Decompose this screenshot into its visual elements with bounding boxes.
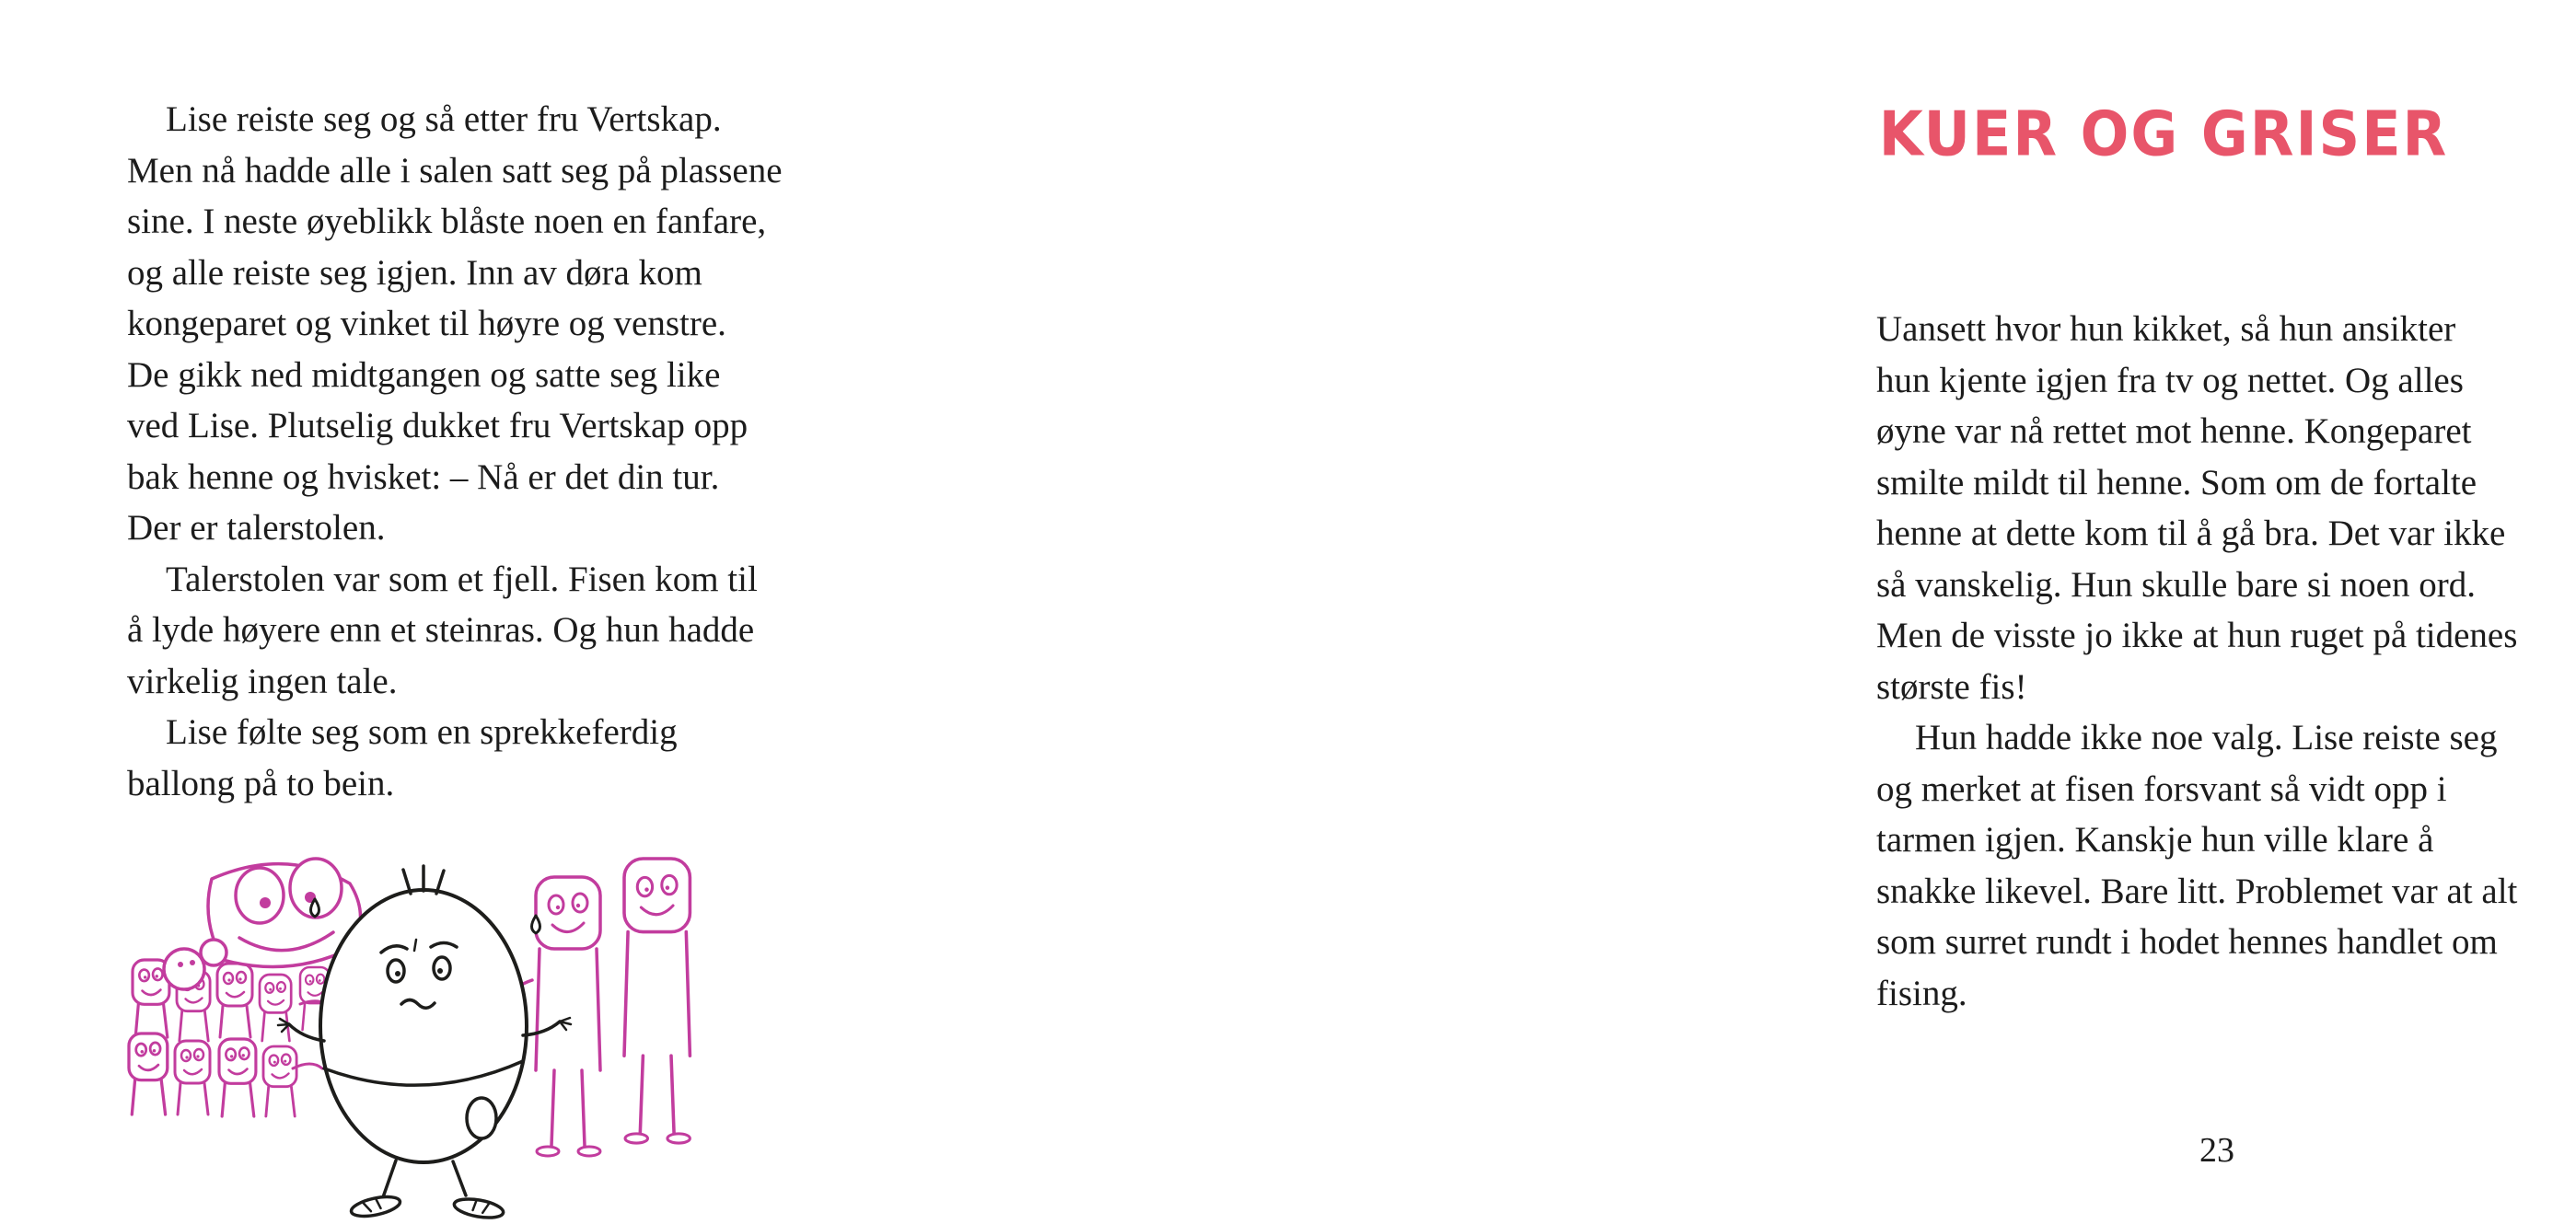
text-line: hun kjente igjen fra tv og nettet. Og alles: [1876, 360, 2464, 400]
text-line: ballong på to bein.: [127, 763, 395, 803]
left-page: [0, 0, 884, 1224]
text-line: øyne var nå rettet mot henne. Kongeparet: [1876, 411, 2472, 451]
text-line: Der er talerstolen.: [127, 508, 386, 548]
text-line: så vanskelig. Hun skulle bare si noen ord.: [1876, 564, 2476, 605]
text-line: Lise følte seg som en sprekkeferdig: [166, 712, 678, 752]
text-line: fising.: [1876, 973, 1967, 1013]
text-line: som surret rundt i hodet hennes handlet om: [1876, 922, 2498, 962]
chapter-title: KUER OG GRISER: [1878, 98, 2449, 170]
text-line: virkelig ingen tale.: [127, 661, 398, 701]
text-line: Lise reiste seg og så etter fru Vertskap.: [166, 99, 722, 139]
text-line: Talerstolen var som et fjell. Fisen kom til: [166, 559, 758, 599]
text-line: bak henne og hvisket: – Nå er det din tur.: [127, 456, 720, 497]
text-line: smilte mildt til henne. Som om de fortalte: [1876, 462, 2477, 502]
text-line: De gikk ned midtgangen og satte seg like: [127, 354, 721, 395]
text-line: Hun hadde ikke noe valg. Lise reiste seg: [1915, 718, 2498, 757]
page-number: 23: [2199, 1131, 2234, 1170]
text-line: henne at dette kom til å gå bra. Det var ikke: [1876, 514, 2506, 553]
text-line: og alle reiste seg igjen. Inn av døra kom: [127, 252, 702, 293]
text-line: tarmen igjen. Kanskje hun ville klare å: [1876, 820, 2434, 860]
text-line: å lyde høyere enn et steinras. Og hun hadde: [127, 610, 755, 650]
text-line: snakke likevel. Bare litt. Problemet var at alt: [1876, 871, 2518, 911]
left-page-text: [127, 94, 808, 809]
right-page: [884, 0, 2518, 1224]
text-line: kongeparet og vinket til høyre og venstre.: [127, 304, 726, 343]
right-page-text: [1876, 304, 2576, 1019]
text-line: og merket at fisen forsvant så vidt opp i: [1876, 768, 2447, 809]
text-line: Men nå hadde alle i salen satt seg på plassene: [127, 150, 783, 191]
tall-figures-group: [505, 859, 690, 1156]
crowd-and-egg-illustration: [120, 842, 746, 1224]
text-line: ved Lise. Plutselig dukket fru Vertskap opp: [127, 406, 748, 445]
text-line: Uansett hvor hun kikket, så hun ansikter: [1876, 309, 2456, 349]
text-line: sine. I neste øyeblikk blåste noen en fanfare,: [127, 202, 767, 241]
text-line: største fis!: [1876, 666, 2027, 707]
text-line: Men de visste jo ikke at hun ruget på tidenes: [1876, 616, 2518, 655]
crowd-group: [129, 960, 331, 1116]
